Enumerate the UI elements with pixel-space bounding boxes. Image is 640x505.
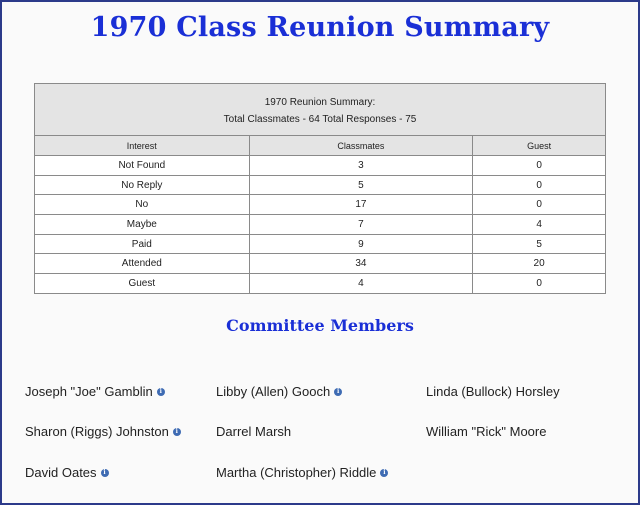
reunion-summary-table xyxy=(34,83,606,294)
committee-member xyxy=(216,424,291,439)
member-name: Sharon (Riggs) Johnston xyxy=(25,424,169,439)
info-icon[interactable]: i xyxy=(101,469,109,477)
summary-heading-line2: Total Classmates - 64 Total Responses - 75 xyxy=(223,113,417,125)
classmates-cell: 34 xyxy=(249,254,473,274)
committee-member xyxy=(25,424,181,439)
committee-member xyxy=(216,384,342,399)
interest-cell: No Reply xyxy=(35,175,250,195)
guest-cell: 0 xyxy=(473,156,606,176)
summary-header-row xyxy=(35,84,606,136)
member-name: David Oates xyxy=(25,465,97,480)
member-name: William "Rick" Moore xyxy=(426,424,547,439)
classmates-cell: 5 xyxy=(249,175,473,195)
table-row xyxy=(35,254,606,274)
column-header-guest: Guest xyxy=(473,136,606,156)
info-icon[interactable]: i xyxy=(173,428,181,436)
interest-cell: Guest xyxy=(35,274,250,294)
classmates-cell: 9 xyxy=(249,234,473,254)
interest-cell: Attended xyxy=(35,254,250,274)
member-name: Libby (Allen) Gooch xyxy=(216,384,331,399)
page-title: 1970 Class Reunion Summary xyxy=(90,12,550,43)
guest-cell: 20 xyxy=(473,254,606,274)
interest-cell: Not Found xyxy=(35,156,250,176)
member-name: Linda (Bullock) Horsley xyxy=(426,384,560,399)
committee-member xyxy=(25,384,165,399)
guest-cell: 0 xyxy=(473,274,606,294)
guest-cell: 0 xyxy=(473,195,606,215)
classmates-cell: 7 xyxy=(249,215,473,235)
committee-member xyxy=(426,424,546,439)
interest-cell: Paid xyxy=(35,234,250,254)
committee-title: Committee Members xyxy=(226,316,414,335)
table-row xyxy=(35,215,606,235)
table-row xyxy=(35,274,606,294)
committee-member xyxy=(25,465,109,480)
summary-heading-line1: 1970 Reunion Summary: xyxy=(264,96,376,108)
member-name: Darrel Marsh xyxy=(216,424,292,439)
interest-cell: Maybe xyxy=(35,215,250,235)
table-row xyxy=(35,156,606,176)
member-name: Martha (Christopher) Riddle xyxy=(216,465,377,480)
table-row xyxy=(35,175,606,195)
committee-member xyxy=(426,384,560,399)
info-icon[interactable]: i xyxy=(334,388,342,396)
table-row xyxy=(35,195,606,215)
committee-member xyxy=(216,465,388,480)
classmates-cell: 4 xyxy=(249,274,473,294)
column-header-row xyxy=(35,136,606,156)
info-icon[interactable]: i xyxy=(380,469,388,477)
column-header-interest: Interest xyxy=(35,136,250,156)
summary-heading xyxy=(35,84,606,136)
interest-cell: No xyxy=(35,195,250,215)
guest-cell: 4 xyxy=(473,215,606,235)
classmates-cell: 17 xyxy=(249,195,473,215)
info-icon[interactable]: i xyxy=(157,388,165,396)
table-row xyxy=(35,234,606,254)
column-header-classmates: Classmates xyxy=(249,136,473,156)
guest-cell: 0 xyxy=(473,175,606,195)
guest-cell: 5 xyxy=(473,234,606,254)
classmates-cell: 3 xyxy=(249,156,473,176)
member-name: Joseph "Joe" Gamblin xyxy=(25,384,153,399)
